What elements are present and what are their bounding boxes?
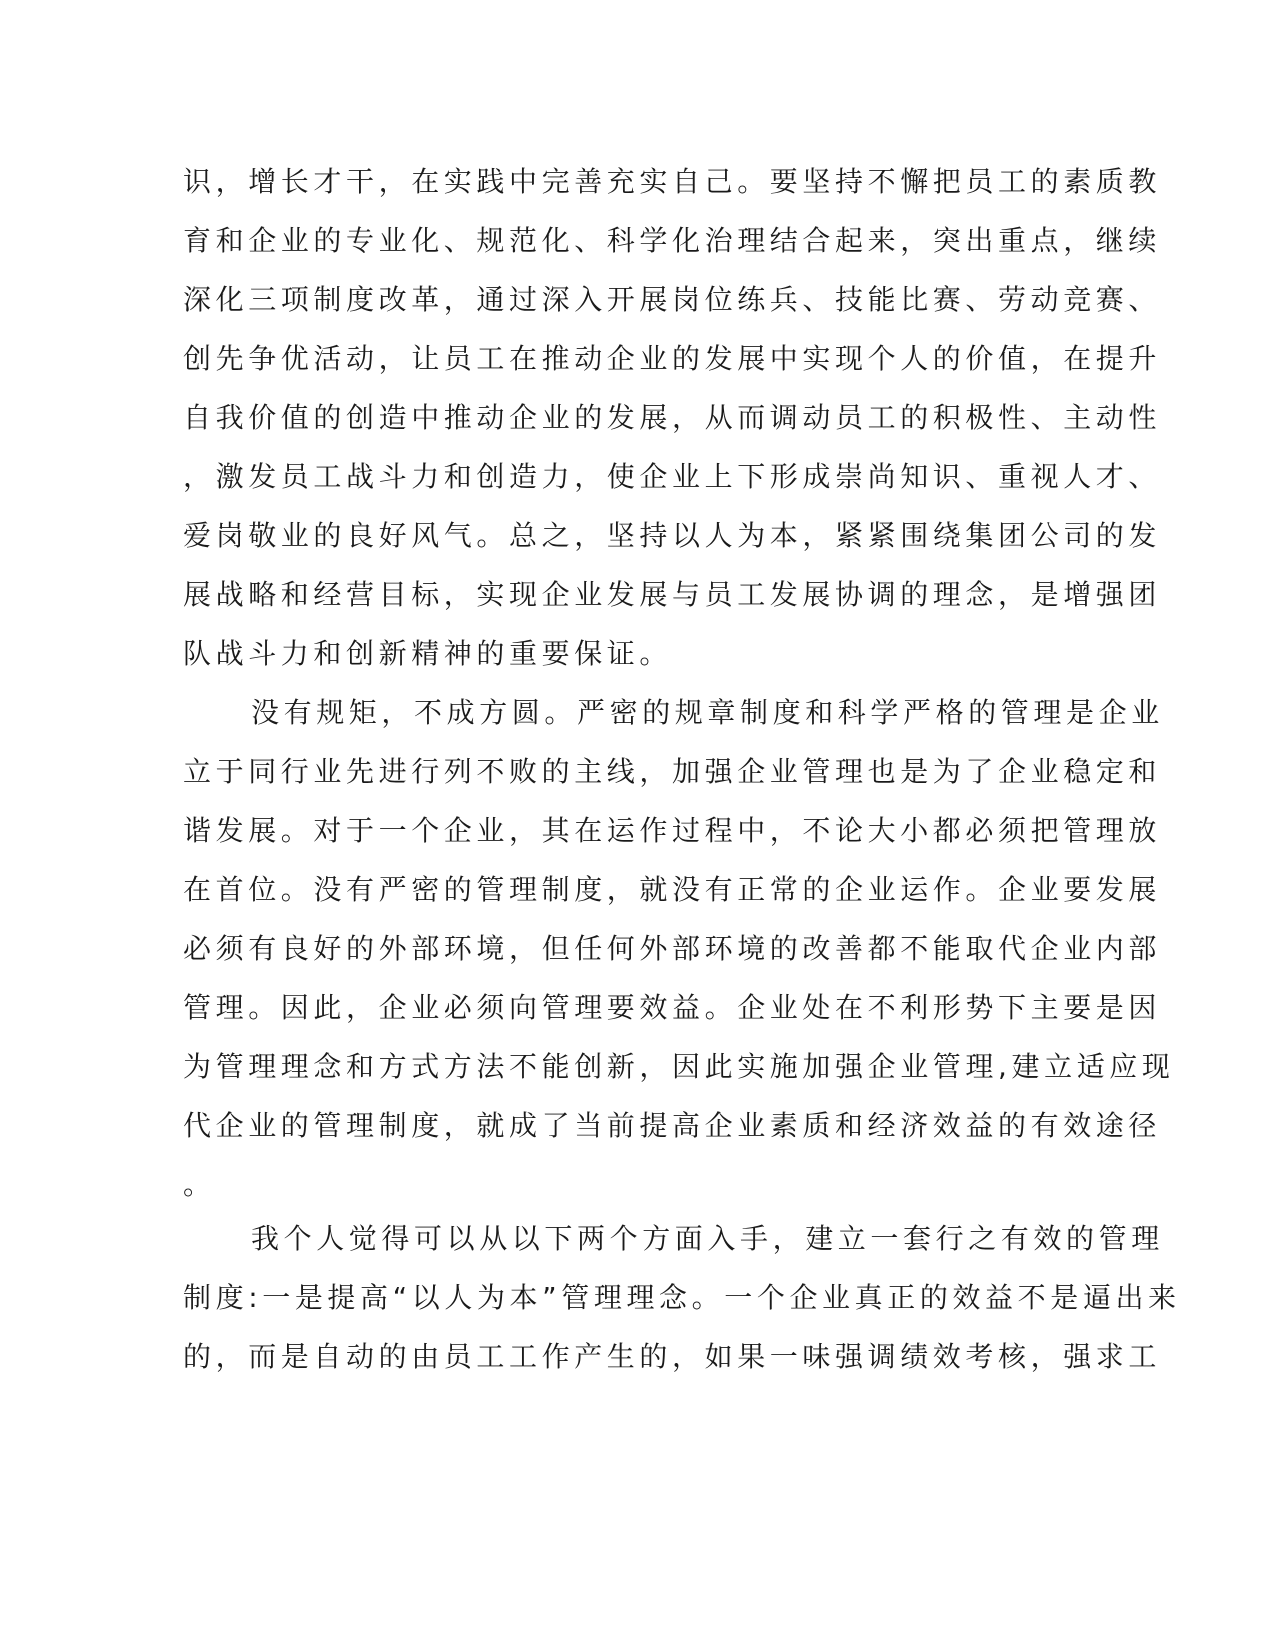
paragraph-first-line: 我个人觉得可以从以下两个方面入手，建立一套行之有效的管理: [251, 1222, 1164, 1255]
text-line: 。: [183, 1168, 216, 1201]
text-line: 制度:一是提高“以人为本”管理理念。一个企业真正的效益不是逼出来: [183, 1281, 1181, 1314]
text-line: 谐发展。对于一个企业，其在运作过程中，不论大小都必须把管理放: [183, 814, 1162, 847]
text-line: 的，而是自动的由员工工作产生的，如果一味强调绩效考核，强求工: [183, 1340, 1162, 1373]
text-line: 为管理理念和方式方法不能创新，因此实施加强企业管理,建立适应现: [183, 1050, 1175, 1083]
text-line: 识，增长才干，在实践中完善充实自己。要坚持不懈把员工的素质教: [183, 165, 1162, 198]
text-line: 必须有良好的外部环境，但任何外部环境的改善都不能取代企业内部: [183, 932, 1162, 965]
text-line: 育和企业的专业化、规范化、科学化治理结合起来，突出重点，继续: [183, 224, 1162, 257]
text-line: 自我价值的创造中推动企业的发展，从而调动员工的积极性、主动性: [183, 401, 1162, 434]
text-line: 管理。因此，企业必须向管理要效益。企业处在不利形势下主要是因: [183, 991, 1162, 1024]
text-line: 代企业的管理制度，就成了当前提高企业素质和经济效益的有效途径: [183, 1109, 1162, 1142]
text-line: 深化三项制度改革，通过深入开展岗位练兵、技能比赛、劳动竞赛、: [183, 283, 1162, 316]
text-line: 创先争优活动，让员工在推动企业的发展中实现个人的价值，在提升: [183, 342, 1162, 375]
text-line: 爱岗敬业的良好风气。总之，坚持以人为本，紧紧围绕集团公司的发: [183, 519, 1162, 552]
paragraph-first-line: 没有规矩，不成方圆。严密的规章制度和科学严格的管理是企业: [251, 696, 1164, 729]
text-line: 立于同行业先进行列不败的主线，加强企业管理也是为了企业稳定和: [183, 755, 1162, 788]
text-line: 在首位。没有严密的管理制度，就没有正常的企业运作。企业要发展: [183, 873, 1162, 906]
text-line: 队战斗力和创新精神的重要保证。: [183, 637, 673, 670]
text-line: ，激发员工战斗力和创造力，使企业上下形成崇尚知识、重视人才、: [183, 460, 1162, 493]
text-line: 展战略和经营目标，实现企业发展与员工发展协调的理念，是增强团: [183, 578, 1162, 611]
